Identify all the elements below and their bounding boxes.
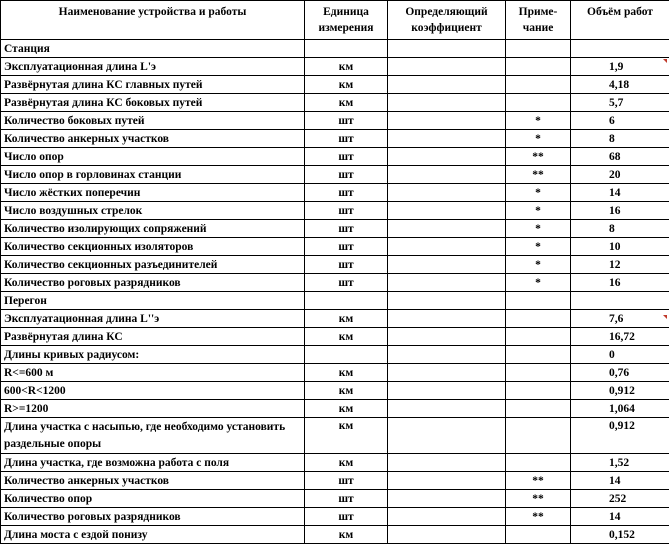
cell-coef [388, 184, 506, 202]
cell-volume: 5,7 [571, 94, 669, 112]
cell-volume: 14 [571, 472, 669, 490]
cell-note [506, 76, 571, 94]
cell-volume: 0,912 [571, 382, 669, 400]
table-row [1, 526, 669, 544]
cell-name: Длина участка с насыпью, где необходимо установить раздельные опоры [1, 418, 305, 454]
cell-unit: шт [305, 166, 388, 184]
table-row [1, 58, 669, 76]
cell-note: * [506, 274, 571, 292]
cell-unit: шт [305, 184, 388, 202]
table-row [1, 184, 669, 202]
table-row [1, 148, 669, 166]
cell-volume: 8 [571, 130, 669, 148]
cell-unit: шт [305, 274, 388, 292]
cell-name: Количество роговых разрядников [1, 274, 305, 292]
cell-note: * [506, 238, 571, 256]
cell-name: Количество опор [1, 490, 305, 508]
cell-name: Число опор [1, 148, 305, 166]
empty-cell [571, 292, 669, 310]
cell-note: ** [506, 472, 571, 490]
cell-volume: 6 [571, 112, 669, 130]
cell-name: Число жёстких поперечин [1, 184, 305, 202]
cell-note: ** [506, 166, 571, 184]
cell-coef [388, 418, 506, 454]
cell-unit: шт [305, 148, 388, 166]
cell-name: Количество изолирующих сопряжений [1, 220, 305, 238]
cell-volume: 7,6 [571, 310, 669, 328]
cell-unit: км [305, 76, 388, 94]
cell-coef [388, 256, 506, 274]
cell-volume: 12 [571, 256, 669, 274]
cell-name: Развёрнутая длина КС [1, 328, 305, 346]
section-title: Перегон [1, 292, 305, 310]
table-row [1, 346, 669, 364]
cell-coef [388, 364, 506, 382]
cell-name: Количество секционных разъединителей [1, 256, 305, 274]
header-coef: Определяющий коэффициент [388, 1, 506, 40]
header-note: Приме-чание [506, 1, 571, 40]
cell-name: Количество анкерных участков [1, 472, 305, 490]
cell-volume: 0,76 [571, 364, 669, 382]
cell-coef [388, 112, 506, 130]
header-unit: Единица измерения [305, 1, 388, 40]
cell-unit: км [305, 400, 388, 418]
cell-coef [388, 490, 506, 508]
comment-marker [663, 315, 667, 319]
cell-unit: км [305, 382, 388, 400]
cell-coef [388, 346, 506, 364]
cell-unit: шт [305, 490, 388, 508]
table-row [1, 238, 669, 256]
cell-name: Длина участка, где возможна работа с поля [1, 454, 305, 472]
table-row [1, 256, 669, 274]
cell-volume: 10 [571, 238, 669, 256]
header-volume: Объём работ [571, 1, 669, 40]
table-row [1, 130, 669, 148]
cell-volume: 1,9 [571, 58, 669, 76]
header-row [1, 1, 669, 40]
cell-volume: 1,52 [571, 454, 669, 472]
cell-volume: 0,152 [571, 526, 669, 544]
table-row [1, 364, 669, 382]
cell-note [506, 94, 571, 112]
cell-unit: км [305, 418, 388, 454]
cell-volume: 68 [571, 148, 669, 166]
cell-unit [305, 346, 388, 364]
cell-volume: 252 [571, 490, 669, 508]
cell-unit: км [305, 310, 388, 328]
cell-coef [388, 310, 506, 328]
section-row [1, 40, 669, 58]
table-row [1, 418, 669, 454]
table-row [1, 454, 669, 472]
cell-coef [388, 130, 506, 148]
empty-cell [571, 40, 669, 58]
table-row [1, 328, 669, 346]
cell-note [506, 418, 571, 454]
cell-volume: 16,72 [571, 328, 669, 346]
cell-name: Длина моста с ездой понизу [1, 526, 305, 544]
table-row [1, 166, 669, 184]
table-row [1, 382, 669, 400]
cell-note [506, 400, 571, 418]
cell-unit: шт [305, 472, 388, 490]
cell-name: Развёрнутая длина КС боковых путей [1, 94, 305, 112]
cell-note: * [506, 112, 571, 130]
cell-unit: км [305, 526, 388, 544]
empty-cell [305, 292, 388, 310]
cell-coef [388, 454, 506, 472]
table-row [1, 310, 669, 328]
cell-unit: км [305, 94, 388, 112]
cell-name: Количество анкерных участков [1, 130, 305, 148]
cell-unit: км [305, 58, 388, 76]
cell-coef [388, 400, 506, 418]
cell-coef [388, 328, 506, 346]
cell-note: ** [506, 490, 571, 508]
cell-name: Развёрнутая длина КС главных путей [1, 76, 305, 94]
table-row [1, 94, 669, 112]
cell-note [506, 58, 571, 76]
cell-unit: км [305, 364, 388, 382]
cell-name: Количество боковых путей [1, 112, 305, 130]
cell-unit: шт [305, 256, 388, 274]
table-row [1, 202, 669, 220]
cell-coef [388, 94, 506, 112]
cell-volume: 14 [571, 508, 669, 526]
cell-volume: 20 [571, 166, 669, 184]
cell-name: Число опор в горловинах станции [1, 166, 305, 184]
cell-name: Эксплуатационная длина L''э [1, 310, 305, 328]
cell-coef [388, 76, 506, 94]
section-title: Станция [1, 40, 305, 58]
cell-unit: шт [305, 202, 388, 220]
table-row [1, 400, 669, 418]
cell-coef [388, 382, 506, 400]
cell-coef [388, 220, 506, 238]
cell-name: Число воздушных стрелок [1, 202, 305, 220]
cell-volume: 14 [571, 184, 669, 202]
empty-cell [388, 292, 506, 310]
cell-volume: 16 [571, 202, 669, 220]
cell-coef [388, 238, 506, 256]
cell-note [506, 454, 571, 472]
cell-note: * [506, 202, 571, 220]
table-row [1, 76, 669, 94]
cell-note [506, 310, 571, 328]
empty-cell [305, 40, 388, 58]
cell-note: * [506, 130, 571, 148]
cell-note: * [506, 256, 571, 274]
empty-cell [506, 40, 571, 58]
cell-coef [388, 526, 506, 544]
cell-coef [388, 58, 506, 76]
empty-cell [388, 40, 506, 58]
cell-note [506, 364, 571, 382]
cell-volume: 4,18 [571, 76, 669, 94]
cell-note [506, 382, 571, 400]
cell-note: ** [506, 148, 571, 166]
cell-coef [388, 202, 506, 220]
table-row [1, 472, 669, 490]
cell-coef [388, 148, 506, 166]
cell-note: * [506, 220, 571, 238]
cell-name: Количество секционных изоляторов [1, 238, 305, 256]
cell-coef [388, 472, 506, 490]
cell-unit: км [305, 328, 388, 346]
cell-name: Эксплуатационная длина L'э [1, 58, 305, 76]
cell-unit: шт [305, 220, 388, 238]
cell-volume: 0,912 [571, 418, 669, 454]
cell-volume: 1,064 [571, 400, 669, 418]
cell-volume: 16 [571, 274, 669, 292]
cell-name: R<=600 м [1, 364, 305, 382]
cell-unit: шт [305, 130, 388, 148]
cell-note: * [506, 184, 571, 202]
cell-coef [388, 508, 506, 526]
cell-name: R>=1200 [1, 400, 305, 418]
empty-cell [506, 292, 571, 310]
header-name: Наименование устройства и работы [1, 1, 305, 40]
cell-volume: 0 [571, 346, 669, 364]
table-row [1, 220, 669, 238]
table-row [1, 274, 669, 292]
cell-name: 600<R<1200 [1, 382, 305, 400]
cell-unit: км [305, 454, 388, 472]
cell-note [506, 526, 571, 544]
cell-volume: 8 [571, 220, 669, 238]
section-row [1, 292, 669, 310]
table-row [1, 490, 669, 508]
cell-unit: шт [305, 112, 388, 130]
cell-note [506, 346, 571, 364]
cell-note: ** [506, 508, 571, 526]
cell-unit: шт [305, 508, 388, 526]
table-body [1, 40, 669, 544]
cell-note [506, 328, 571, 346]
cell-name: Длины кривых радиусом: [1, 346, 305, 364]
table-row [1, 112, 669, 130]
cell-coef [388, 166, 506, 184]
cell-unit: шт [305, 238, 388, 256]
table-row [1, 508, 669, 526]
cell-coef [388, 274, 506, 292]
cell-name: Количество роговых разрядников [1, 508, 305, 526]
comment-marker [663, 59, 667, 63]
